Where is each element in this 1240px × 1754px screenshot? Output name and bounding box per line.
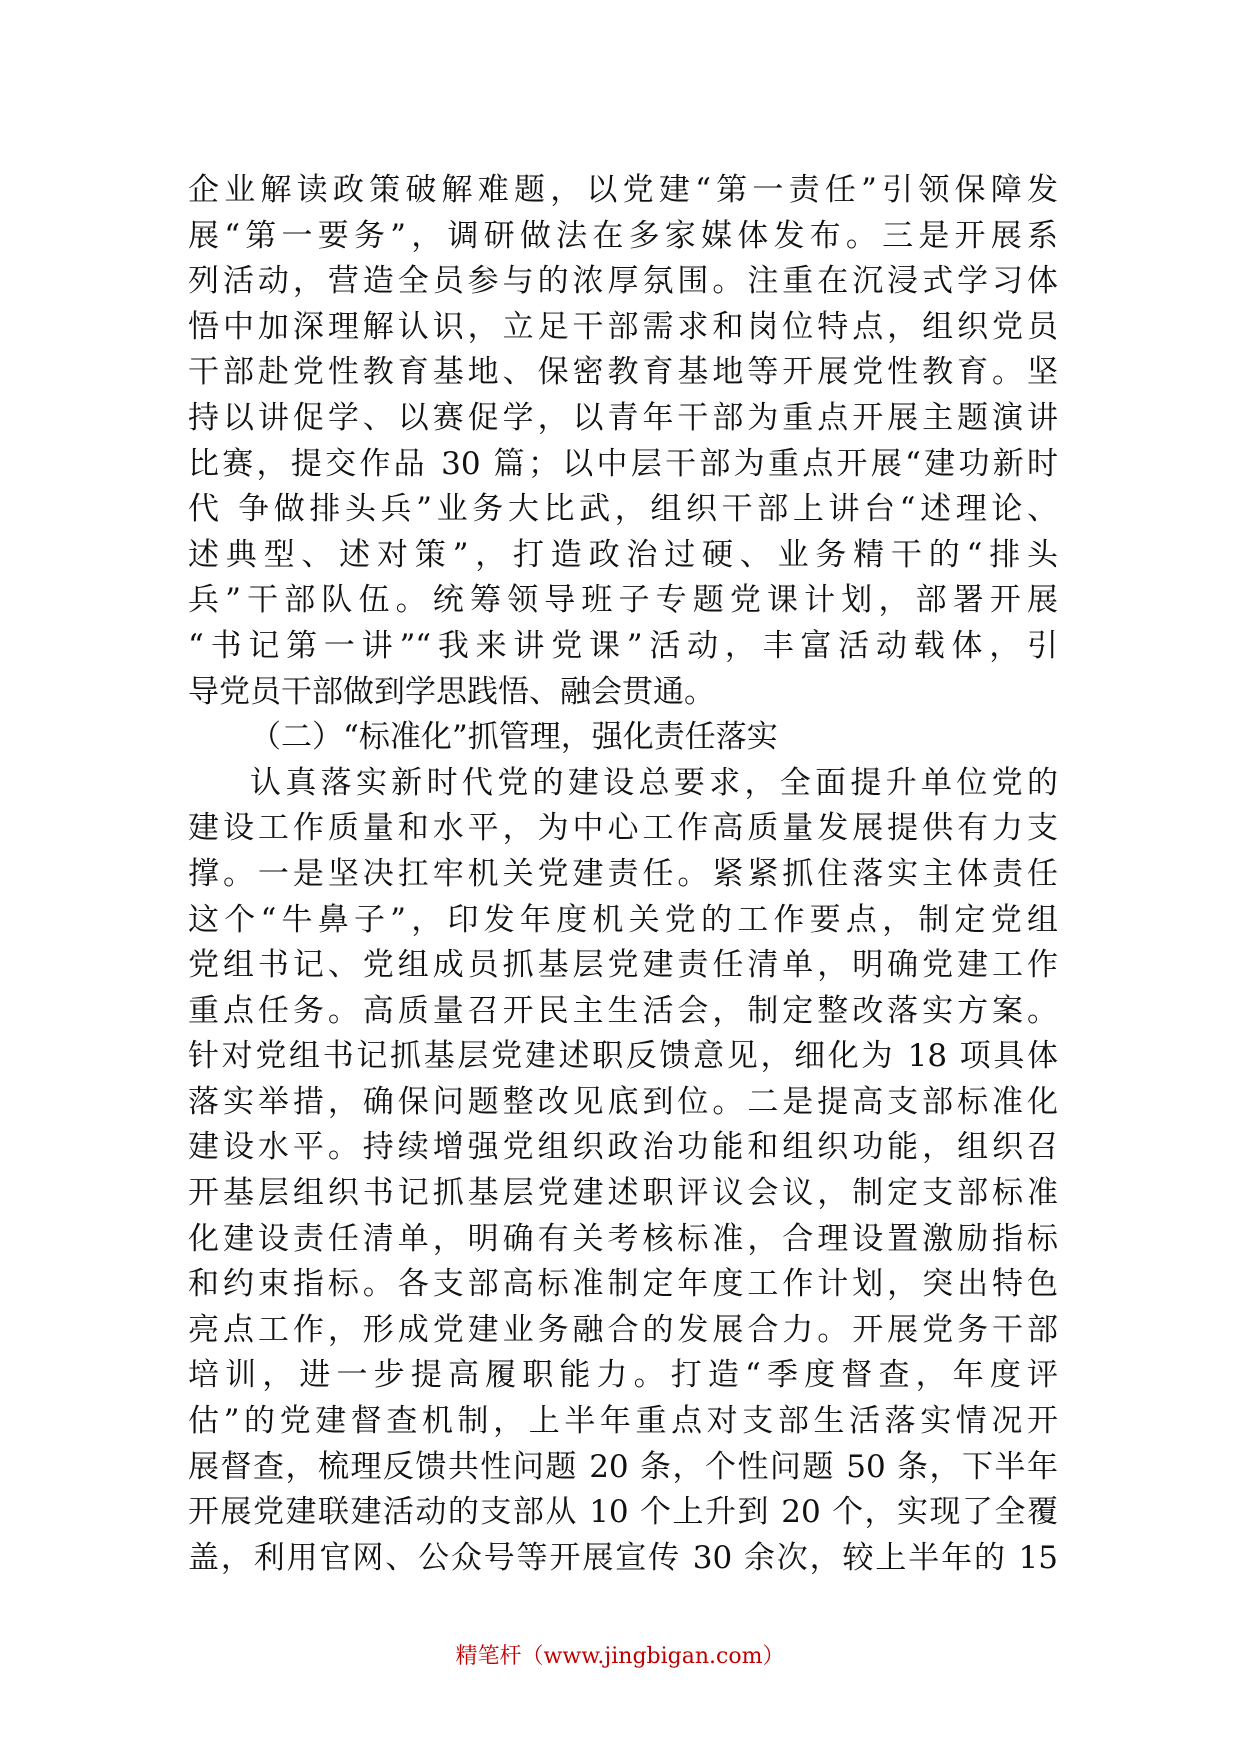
text-line: 企业解读政策破解难题，以党建“第一责任”引领保障发 bbox=[188, 172, 1058, 208]
text-line: 列活动，营造全员参与的浓厚氛围。注重在沉浸式学习体 bbox=[188, 263, 1058, 300]
text-line: 针对党组书记抓基层党建述职反馈意见，细化为 18 项具体 bbox=[188, 1038, 1058, 1075]
text-line: 化建设责任清单，明确有关考核标准，合理设置激励指标 bbox=[188, 1220, 1058, 1257]
text-line: 落实举措，确保问题整改见底到位。二是提高支部标准化 bbox=[188, 1083, 1058, 1120]
text-line: 展“第一要务”，调研做法在多家媒体发布。三是开展系 bbox=[188, 217, 1058, 254]
text-line: 持以讲促学、以赛促学，以青年干部为重点开展主题演讲 bbox=[188, 399, 1058, 436]
text-line: 撑。一是坚决扛牢机关党建责任。紧紧抓住落实主体责任 bbox=[188, 855, 1058, 892]
text-line: 展督查，梳理反馈共性问题 20 条，个性问题 50 条，下半年 bbox=[188, 1448, 1058, 1485]
text-line: 培训，进一步提高履职能力。打造“季度督查，年度评 bbox=[188, 1357, 1058, 1394]
text-line: 亮点工作，形成党建业务融合的发展合力。开展党务干部 bbox=[188, 1311, 1058, 1348]
section-heading: （二）“标准化”抓管理，强化责任落实 bbox=[250, 719, 778, 756]
text-line: 党组书记、党组成员抓基层党建责任清单，明确党建工作 bbox=[188, 947, 1058, 984]
text-line: 建设工作质量和水平，为中心工作高质量发展提供有力支 bbox=[188, 810, 1058, 847]
body-text bbox=[188, 168, 1058, 1581]
text-line: 开展党建联建活动的支部从 10 个上升到 20 个，实现了全覆 bbox=[188, 1494, 1058, 1531]
text-line: 述典型、述对策”，打造政治过硬、业务精干的“排头 bbox=[188, 536, 1058, 573]
text-line: 估”的党建督查机制，上半年重点对支部生活落实情况开 bbox=[188, 1403, 1058, 1440]
text-line: 和约束指标。各支部高标准制定年度工作计划，突出特色 bbox=[188, 1266, 1058, 1303]
text-line: 盖，利用官网、公众号等开展宣传 30 余次，较上半年的 15 bbox=[188, 1539, 1058, 1576]
text-line: 比赛，提交作品 30 篇；以中层干部为重点开展“建功新时 bbox=[188, 445, 1058, 482]
text-line: 这个“牛鼻子”，印发年度机关党的工作要点，制定党组 bbox=[188, 901, 1058, 938]
text-line: 代 争做排头兵”业务大比武，组织干部上讲台“述理论、 bbox=[188, 491, 1058, 528]
text-line: 开基层组织书记抓基层党建述职评议会议，制定支部标准 bbox=[188, 1175, 1058, 1212]
text-line: 干部赴党性教育基地、保密教育基地等开展党性教育。坚 bbox=[188, 354, 1058, 391]
text-line: 导党员干部做到学思践悟、融会贯通。 bbox=[188, 673, 715, 710]
text-line: 重点任务。高质量召开民主生活会，制定整改落实方案。 bbox=[188, 992, 1058, 1029]
text-line: 悟中加深理解认识，立足干部需求和岗位特点，组织党员 bbox=[188, 308, 1058, 345]
text-line: 认真落实新时代党的建设总要求，全面提升单位党的 bbox=[250, 764, 1058, 801]
text-line: 兵”干部队伍。统筹领导班子专题党课计划，部署开展 bbox=[188, 582, 1058, 619]
footer-watermark: 精笔杆（www.jingbigan.com） bbox=[455, 1644, 785, 1669]
text-line: 建设水平。持续增强党组织政治功能和组织功能，组织召 bbox=[188, 1129, 1058, 1166]
text-line: “书记第一讲”“我来讲党课”活动，丰富活动载体，引 bbox=[188, 627, 1058, 664]
